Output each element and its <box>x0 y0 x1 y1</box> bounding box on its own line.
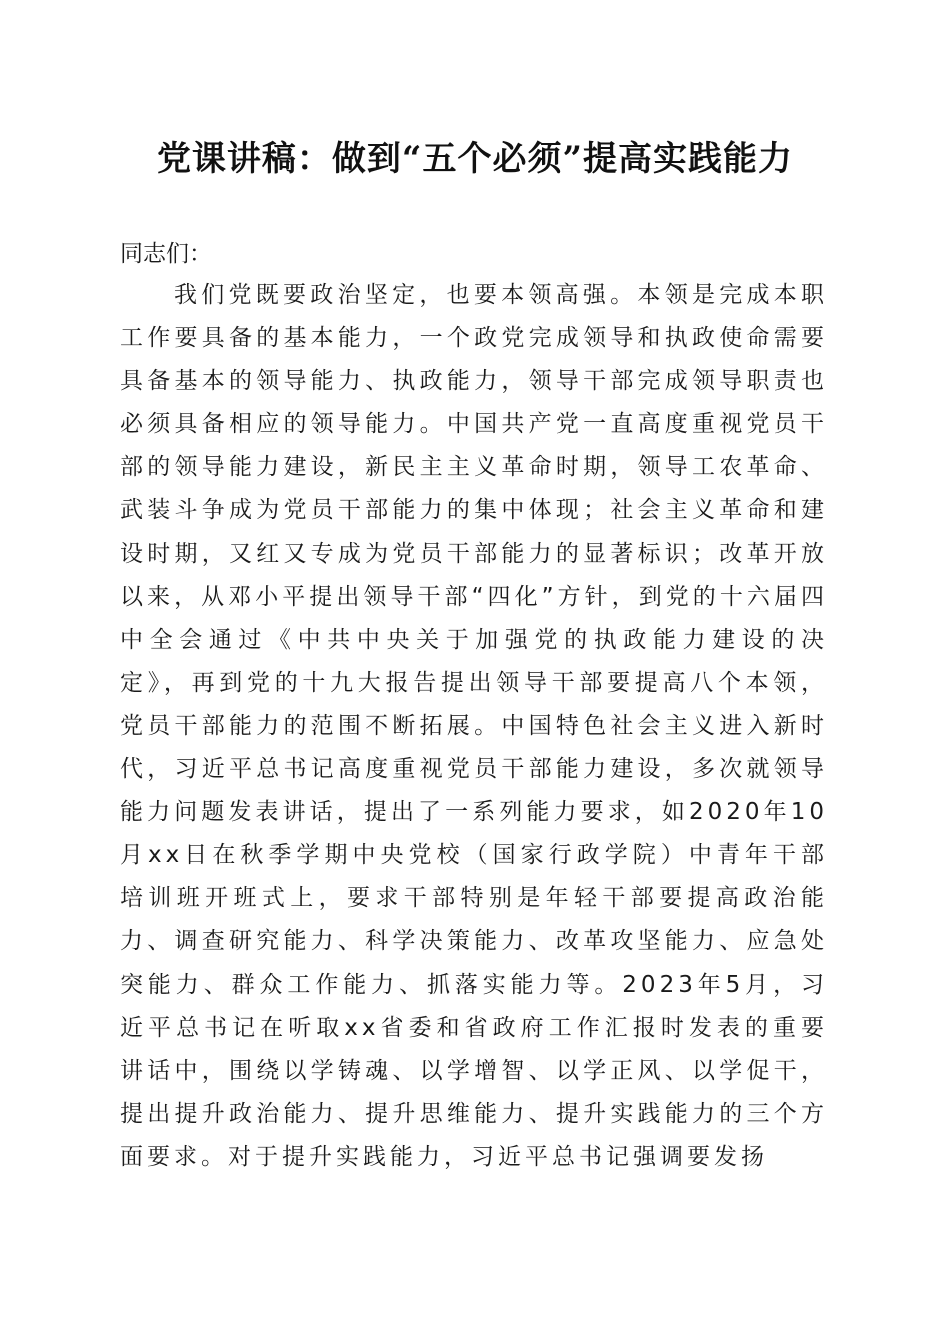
body-paragraph: 我们党既要政治坚定，也要本领高强。本领是完成本职工作要具备的基本能力，一个政党完成领导和执政使命需要具备基本的领导能力、执政能力，领导干部完成领导职责也必须具备相应的领导能力。中国共产党一直高度重视党员干部的领导能力建设，新民主主义革命时期，领导工农革命、武装斗争成为党员干部能力的集中体现；社会主义革命和建设时期，又红又专成为党员干部能力的显著标识；改革开放以来，从邓小平提出领导干部“四化”方针，到党的十六届四中全会通过《中共中央关于加强党的执政能力建设的决定》，再到党的十九大报告提出领导干部要提高八个本领，党员干部能力的范围不断拓展。中国特色社会主义进入新时代，习近平总书记高度重视党员干部能力建设，多次就领导能力问题发表讲话，提出了一系列能力要求，如2020年10月xx日在秋季学期中央党校（国家行政学院）中青年干部培训班开班式上，要求干部特别是年轻干部要提高政治能力、调查研究能力、科学决策能力、改革攻坚能力、应急处突能力、群众工作能力、抓落实能力等。2023年5月，习近平总书记在听取xx省委和省政府工作汇报时发表的重要讲话中，围绕以学铸魂、以学增智、以学正风、以学促干，提出提升政治能力、提升思维能力、提升实践能力的三个方面要求。对于提升实践能力，习近平总书记强调要发扬 <box>120 282 828 1170</box>
salutation: 同志们： <box>120 241 212 267</box>
document-title: 党课讲稿：做到“五个必须”提高实践能力 <box>156 139 794 179</box>
